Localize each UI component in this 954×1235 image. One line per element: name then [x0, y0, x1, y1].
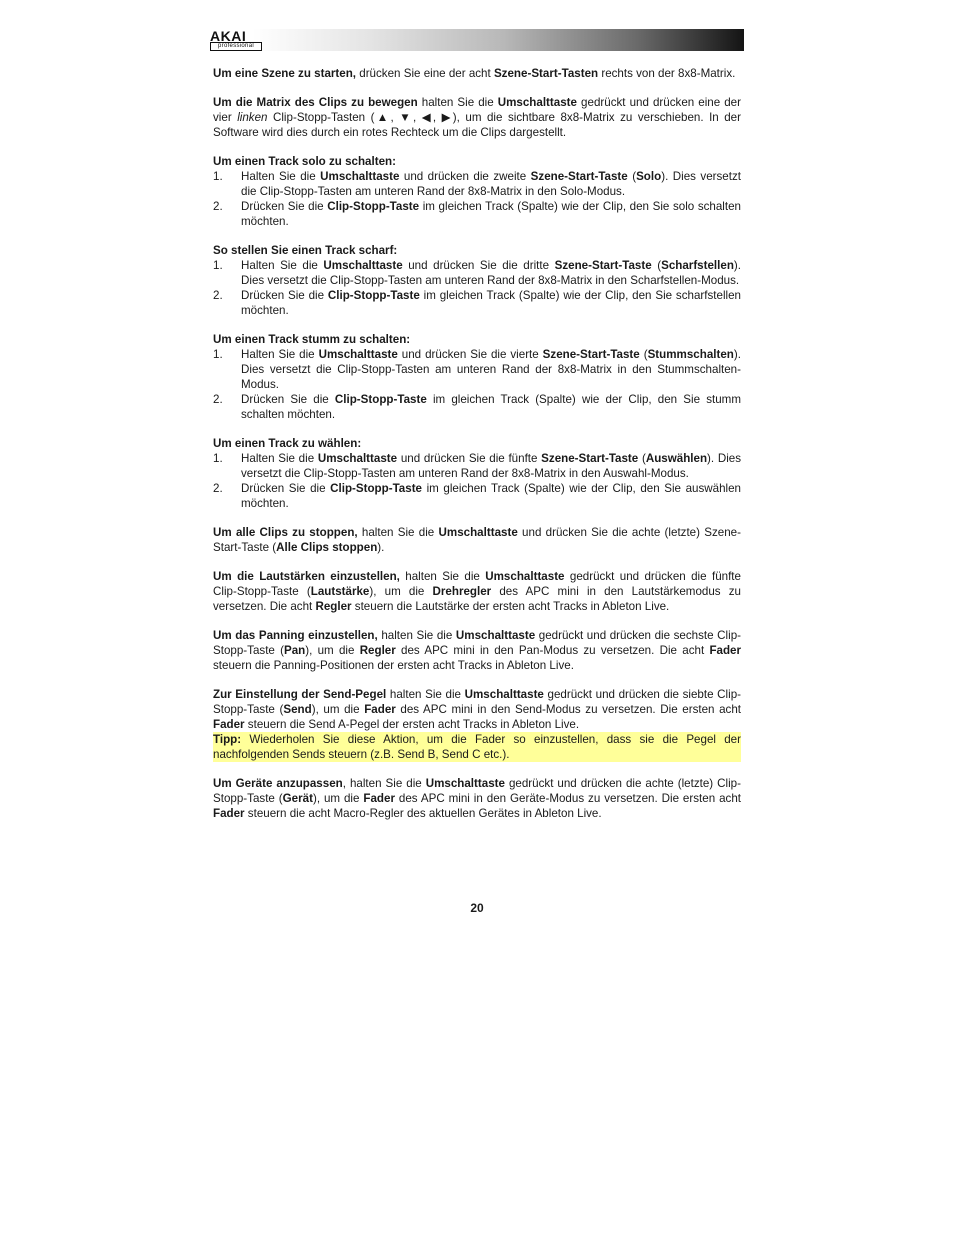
list-item: 1. Halten Sie die Umschalttaste und drücken Sie die vierte Szene-Start-Taste (Stummschalten). Dies versetzt die Clip-Stopp-Tasten am unteren Rand der 8x8-Matrix in den Stummschalten-Modus. [213, 348, 741, 391]
paragraph-move-matrix: Um die Matrix des Clips zu bewegen halten Sie die Umschalttaste gedrückt und drücken eine der vier linken Clip-Stopp-Tasten (▲, ▼, ◀, ▶), um die sichtbare 8x8-Matrix zu verschieben. In der Software wird dies durch ein rotes Rechteck um die Clips dargestellt. [213, 96, 741, 139]
list-select [213, 451, 741, 511]
list-item: 2. Drücken Sie die Clip-Stopp-Taste im gleichen Track (Spalte) wie der Clip, den Sie scharfstellen möchten. [213, 289, 742, 317]
logo-subtitle: professional [210, 42, 262, 51]
list-item: 1. Halten Sie die Umschalttaste und drücken die zweite Szene-Start-Taste (Solo). Dies versetzt die Clip-Stopp-Tasten am unteren Rand der 8x8-Matrix in den Solo-Modus. [213, 170, 741, 198]
paragraph-stop-all: Um alle Clips zu stoppen, halten Sie die Umschalttaste und drücken Sie die achte (letzte) Szene-Start-Taste (Alle Clips stoppen). [213, 526, 741, 554]
heading-select: Um einen Track zu wählen: [213, 437, 362, 450]
list-item: 2. Drücken Sie die Clip-Stopp-Taste im gleichen Track (Spalte) wie der Clip, den Sie solo schalten möchten. [213, 200, 741, 228]
paragraph-volume: Um die Lautstärken einzustellen, halten Sie die Umschalttaste gedrückt und drücken die fünfte Clip-Stopp-Taste (Lautstärke), um die Drehregler des APC mini in den Lautstärkemodus zu versetzen. Die acht Regler steuern die Lautstärke der ersten acht Tracks in Ableton Live. [213, 570, 741, 613]
list-mute [213, 347, 741, 422]
heading-arm: So stellen Sie einen Track scharf: [213, 244, 398, 257]
list-solo [213, 169, 741, 229]
tip-box: Tipp: Wiederholen Sie diese Aktion, um die Fader so einzustellen, dass sie die Pegel der nachfolgenden Sends steuern (z.B. Send B, Send C etc.). [213, 733, 741, 761]
list-item: 2. Drücken Sie die Clip-Stopp-Taste im gleichen Track (Spalte) wie der Clip, den Sie auswählen möchten. [213, 482, 742, 510]
heading-solo: Um einen Track solo zu schalten: [213, 155, 396, 168]
page-number: 20 [470, 901, 484, 915]
list-arm [213, 258, 741, 318]
heading-mute: Um einen Track stumm zu schalten: [213, 333, 411, 346]
tip-label: Tipp: [213, 733, 242, 746]
list-item: 1. Halten Sie die Umschalttaste und drücken Sie die fünfte Szene-Start-Taste (Auswählen). Dies versetzt die Clip-Stopp-Tasten am unteren Rand der 8x8-Matrix in den Auswahl-Modus. [213, 452, 742, 480]
list-item: 1. Halten Sie die Umschalttaste und drücken Sie die dritte Szene-Start-Taste (Scharfstellen). Dies versetzt die Clip-Stopp-Tasten am unteren Rand der 8x8-Matrix in den Scharfstellen-Modus. [213, 259, 741, 287]
logo-wordmark: AKAI [210, 28, 247, 44]
paragraph-start-scene: Um eine Szene zu starten, drücken Sie eine der acht Szene-Start-Tasten rechts von der 8x8-Matrix. [213, 67, 736, 80]
paragraph-pan: Um das Panning einzustellen, halten Sie die Umschalttaste gedrückt und drücken die sechste Clip-Stopp-Taste (Pan), um die Regler des APC mini in den Pan-Modus zu versetzen. Die acht Fader steuern die Panning-Positionen der ersten acht Tracks in Ableton Live. [213, 629, 742, 672]
page-content [213, 66, 741, 821]
paragraph-send: Zur Einstellung der Send-Pegel halten Sie die Umschalttaste gedrückt und drücken die siebte Clip-Stopp-Taste (Send), um die Fader des APC mini in den Send-Modus zu versetzen. Die ersten acht Fader steuern die Send A-Pegel der ersten acht Tracks in Ableton Live. [213, 688, 742, 731]
paragraph-device: Um Geräte anzupassen, halten Sie die Umschalttaste gedrückt und drücken die achte (letzte) Clip-Stopp-Taste (Gerät), um die Fader des APC mini in den Geräte-Modus zu versetzen. Die ersten acht Fader steuern die acht Macro-Regler des aktuellen Gerätes in Ableton Live. [213, 777, 741, 820]
list-item: 2. Drücken Sie die Clip-Stopp-Taste im gleichen Track (Spalte) wie der Clip, den Sie stumm schalten möchten. [213, 393, 741, 421]
header-bar [210, 29, 744, 51]
akai-logo [210, 29, 262, 51]
